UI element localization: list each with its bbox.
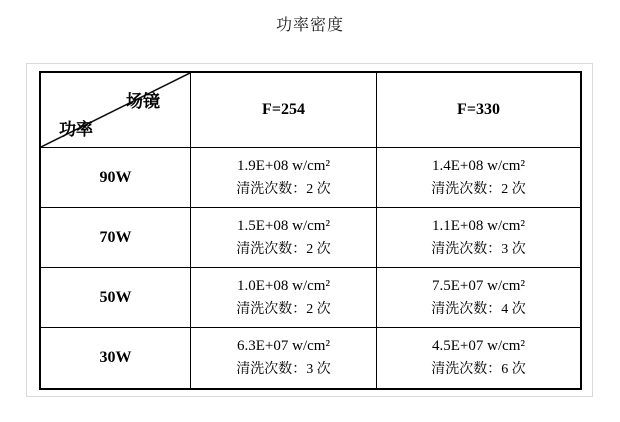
corner-header-cell xyxy=(41,73,191,148)
power-density-value: 7.5E+07 w/cm² xyxy=(432,277,525,294)
row-label-50w: 50W xyxy=(41,268,191,328)
cleaning-count: 清洗次数：3 次 xyxy=(236,362,331,377)
row-label-70w: 70W xyxy=(41,208,191,268)
cell-50w-f330 xyxy=(377,268,580,328)
cell-50w-f254 xyxy=(191,268,377,328)
corner-label-field-lens: 场镜 xyxy=(126,92,160,111)
power-density-value: 1.9E+08 w/cm² xyxy=(237,157,330,174)
cell-90w-f254 xyxy=(191,148,377,208)
power-density-value: 6.3E+07 w/cm² xyxy=(237,338,330,354)
row-label-30w: 30W xyxy=(41,328,191,388)
cell-70w-f330 xyxy=(377,208,580,268)
table-frame xyxy=(26,63,593,397)
cell-30w-f254 xyxy=(191,328,377,388)
corner-label-power: 功率 xyxy=(59,120,93,139)
cleaning-count: 清洗次数：2 次 xyxy=(236,181,331,197)
cleaning-count: 清洗次数：3 次 xyxy=(431,241,526,257)
power-density-value: 1.0E+08 w/cm² xyxy=(237,277,330,294)
cell-70w-f254 xyxy=(191,208,377,268)
power-density-value: 4.5E+07 w/cm² xyxy=(432,338,525,354)
page-title: 功率密度 xyxy=(275,17,344,34)
cleaning-count: 清洗次数：2 次 xyxy=(431,181,526,197)
power-density-value: 1.5E+08 w/cm² xyxy=(237,217,330,234)
cleaning-count: 清洗次数：4 次 xyxy=(431,301,526,317)
power-density-value: 1.1E+08 w/cm² xyxy=(432,217,525,234)
cleaning-count: 清洗次数：6 次 xyxy=(431,362,526,377)
column-header-f330: F=330 xyxy=(377,73,580,148)
cell-30w-f330 xyxy=(377,328,580,388)
column-header-f254: F=254 xyxy=(191,73,377,148)
cleaning-count: 清洗次数：2 次 xyxy=(236,241,331,257)
power-density-table xyxy=(39,71,582,390)
cell-90w-f330 xyxy=(377,148,580,208)
row-label-90w: 90W xyxy=(41,148,191,208)
power-density-value: 1.4E+08 w/cm² xyxy=(432,157,525,174)
cleaning-count: 清洗次数：2 次 xyxy=(236,301,331,317)
